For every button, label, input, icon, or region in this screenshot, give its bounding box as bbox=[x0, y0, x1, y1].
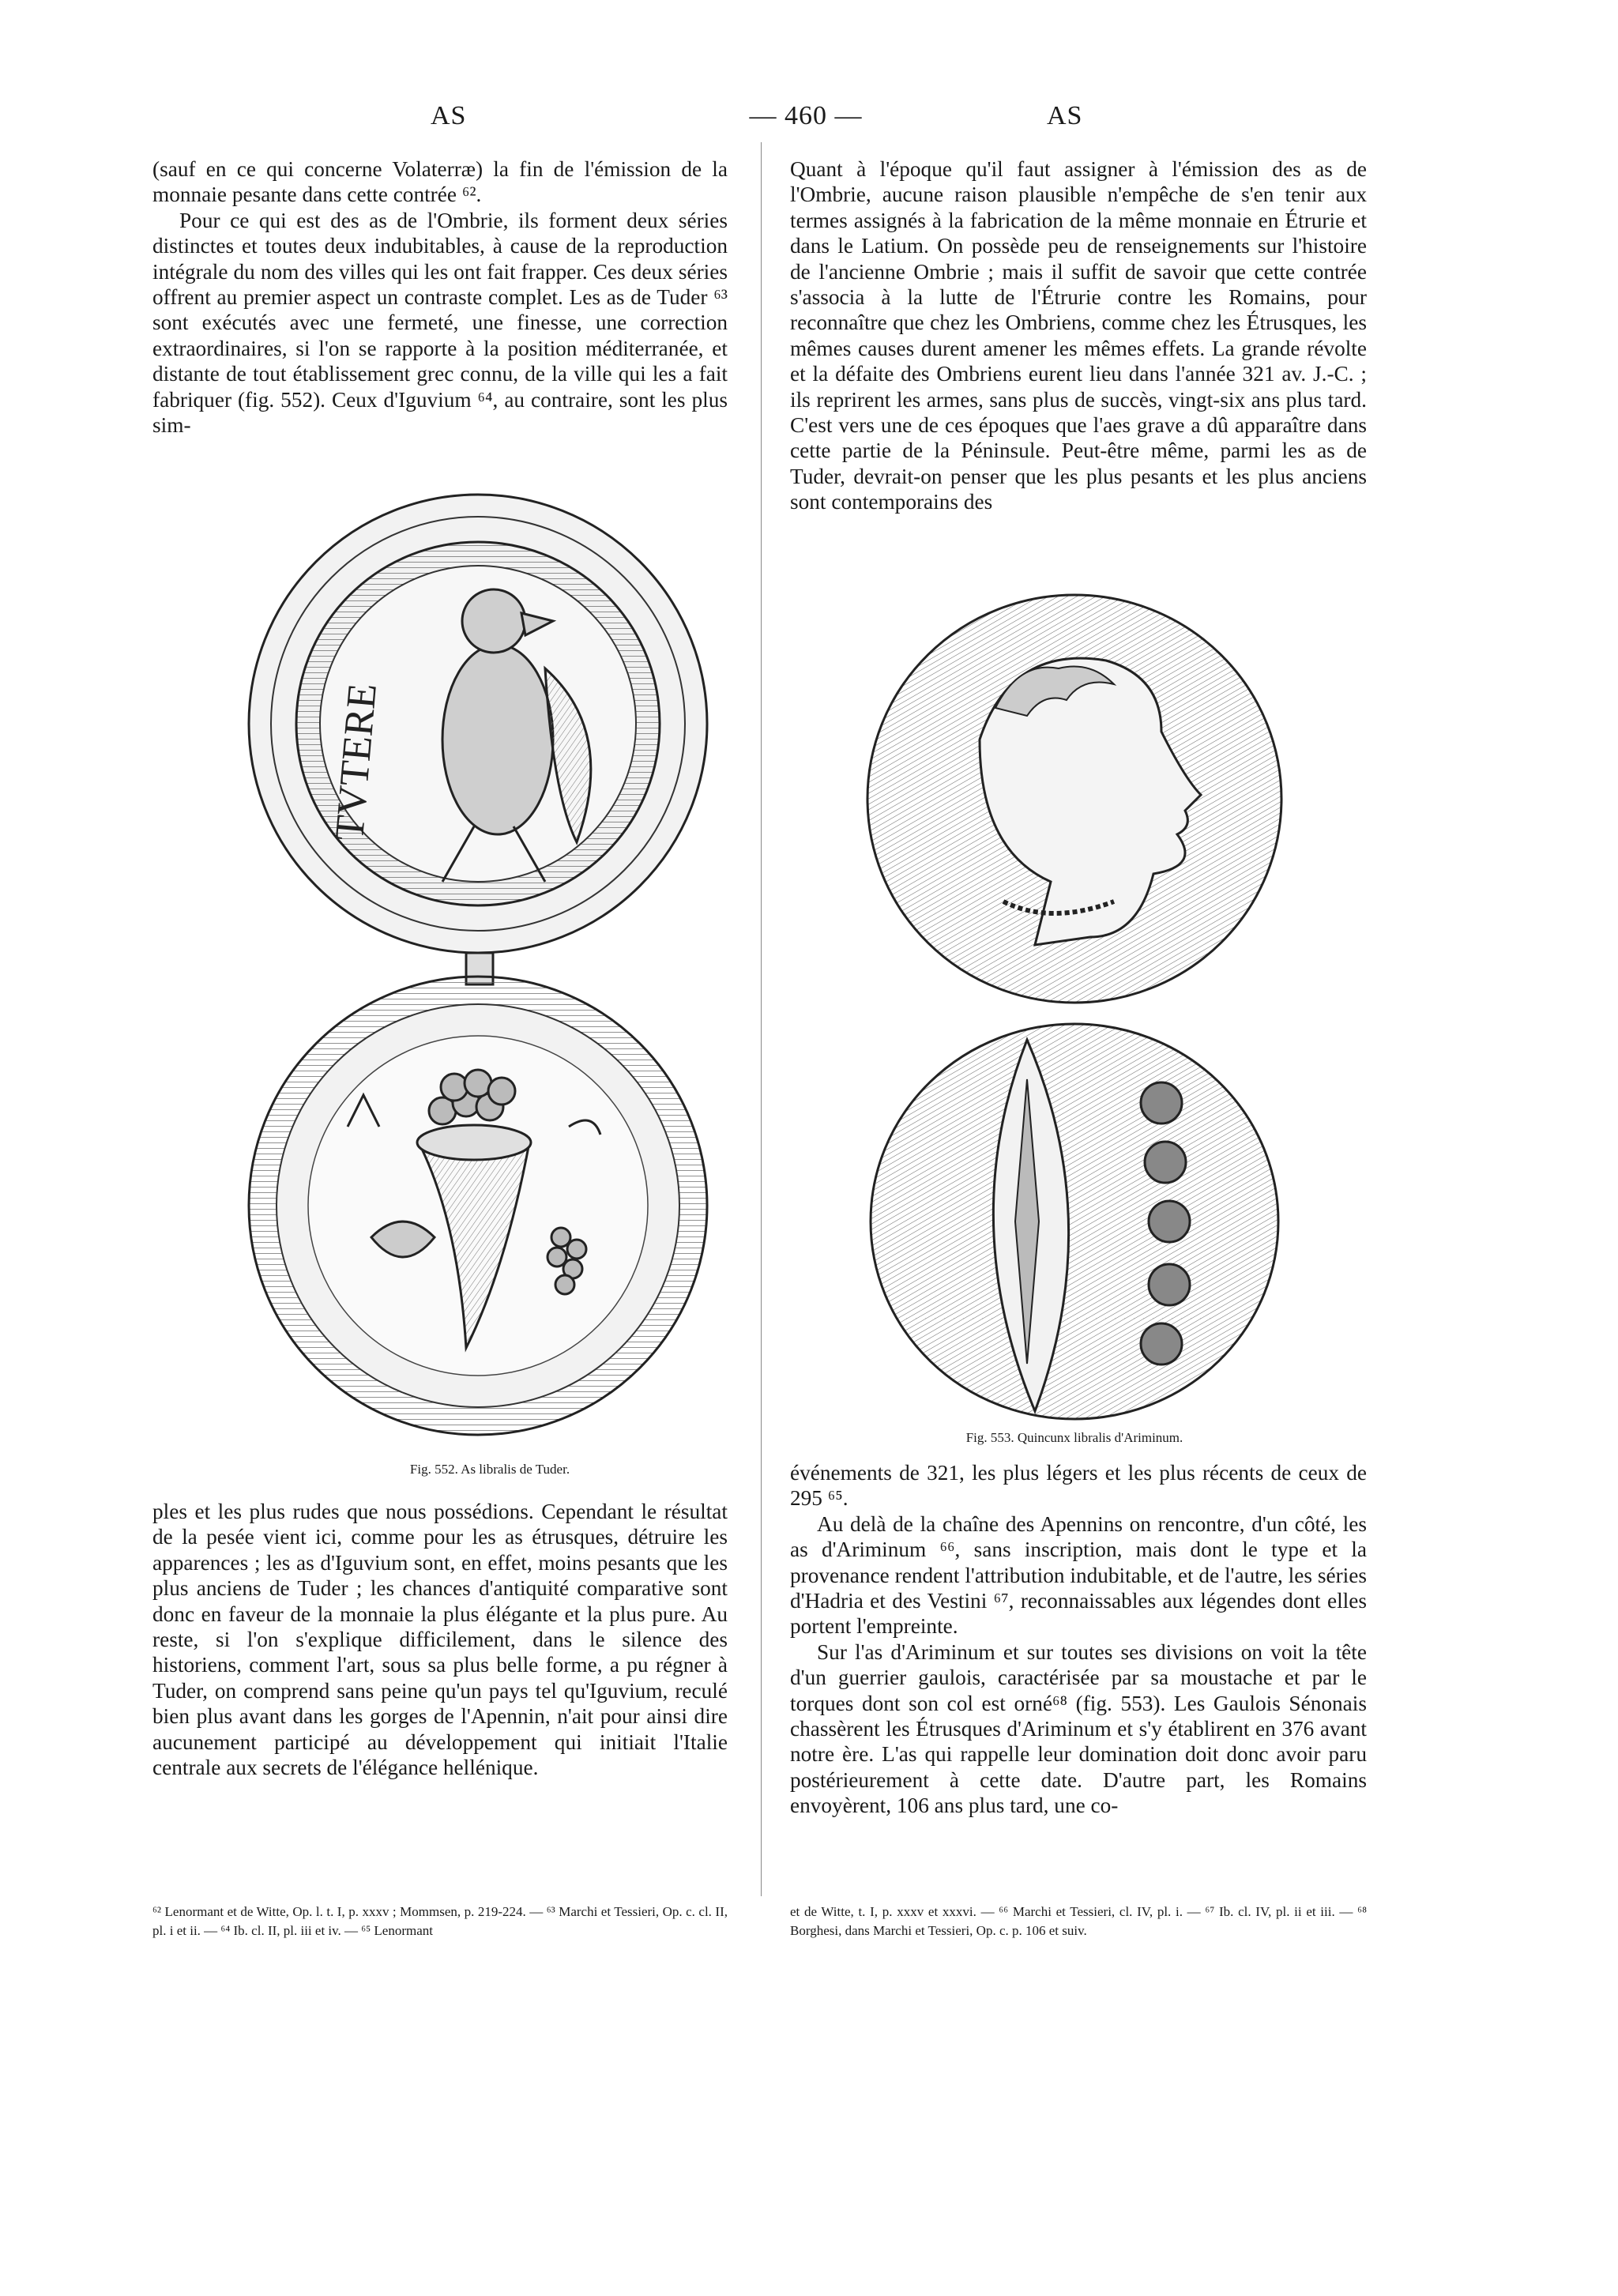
left-column-top bbox=[152, 156, 728, 438]
footnotes-right bbox=[790, 1903, 1367, 1940]
paragraph: ples et les plus rudes que nous possédions. Cependant le résultat de la pesée vient ici, comme pour les as étrusques, détruire les apparences ; les as d'Iguvium sont, en effet, moins pesants que les plus anciens de Tuder ; les chances d'antiquité comparative sont donc en faveur de la monnaie la plus élégante et la plus pure. Au reste, si l'on s'explique difficilement, dans le silence des historiens, comment l'art, sous sa plus belle forme, a pu régner à Tuder, on comprend sans peine qu'un pays tel qu'Iguvium, reculé bien plus avant dans les gorges de l'Apennin, n'ait pour ainsi dire aucunement participé au développement qui initiait l'Italie centrale aux secrets de l'élégance hellénique. bbox=[152, 1500, 728, 1780]
figure-553-caption: Fig. 553. Quincunx libralis d'Ariminum. bbox=[965, 1430, 1183, 1445]
running-head-right: AS bbox=[1047, 101, 1083, 130]
footnote-text: et de Witte, t. I, p. xxxv et xxxvi. — ⁶⁶ Marchi et Tessieri, cl. IV, pl. i. — ⁶⁷ Ib. cl. IV, pl. ii et iii. — ⁶⁸ Borghesi, dans Marchi et Tessieri, Op. c. p. 106 et suiv. bbox=[790, 1904, 1367, 1938]
obverse-coin bbox=[249, 495, 707, 953]
paragraph: Au delà de la chaîne des Apennins on rencontre, d'un côté, les as d'Ariminum ⁶⁶, sans inscription, mais dont le type et la provenance rendent l'attribution indubitable, et de l'autre, les séries d'Hadria et des Vestini ⁶⁷, reconnaissables aux légendes dont elles portent l'empreinte. bbox=[790, 1511, 1367, 1639]
paragraph: Quant à l'époque qu'il faut assigner à l'émission des as de l'Ombrie, aucune raison plausible n'empêche de s'en tenir aux termes assignés à la fabrication de la même monnaie en Étrurie et dans le Latium. On possède peu de renseignements sur l'histoire de l'ancienne Ombrie ; mais il suffit de savoir que cette contrée s'associa à la lutte de l'Étrurie contre les Romains, pour reconnaître que chez les Ombriens, comme chez les Étrusques, les mêmes causes durent amener les mêmes effets. La grande révolte et la défaite des Ombriens eurent lieu dans l'année 321 av. J.-C. ; ils reprirent les armes, sans plus de succès, vingt-six ans plus tard. C'est vers une de ces époques que l'aes grave a dû apparaître dans cette partie de la Péninsule. Peut-être même, parmi les as de Tuder, devrait-on penser que les plus pesants et les plus anciens sont contemporains des bbox=[790, 157, 1367, 514]
figure-552-image bbox=[237, 479, 743, 1455]
page-number: — 460 — bbox=[749, 101, 863, 130]
paragraph: Pour ce qui est des as de l'Ombrie, ils forment deux séries distinctes et toutes deux indubitables, à cause de la reproduction intégrale du nom des villes qui les ont fait frapper. Ces deux séries offrent au premier aspect un contraste complet. Les as de Tuder ⁶³ sont exécutés avec une fermeté, une finesse, une correction extraordinaires, si l'on se rapporte à la position méditerranée, et distante de tout établissement grec connu, de la ville qui les a fait fabriquer (fig. 552). Ceux d'Iguvium ⁶⁴, au contraire, sont les plus sim- bbox=[152, 208, 728, 438]
footnote-text: ⁶² Lenormant et de Witte, Op. l. t. I, p. xxxv ; Mommsen, p. 219-224. — ⁶³ Marchi et Tessieri, Op. c. cl. II, pl. i et ii. — ⁶⁴ Ib. cl. II, pl. iii et iv. — ⁶⁵ Lenormant bbox=[152, 1904, 728, 1938]
footnotes-left bbox=[152, 1903, 728, 1940]
reverse-coin bbox=[249, 977, 707, 1435]
as-of-tuder-illustration bbox=[237, 479, 743, 1455]
head-coin bbox=[867, 595, 1281, 1003]
figure-553-image bbox=[861, 589, 1288, 1427]
coin-legend-tutere: TVTERE bbox=[326, 681, 386, 843]
left-column-bottom bbox=[152, 1499, 728, 1780]
shield-coin bbox=[871, 1024, 1278, 1419]
paragraph: événements de 321, les plus légers et les plus récents de ceux de 295 ⁶⁵. bbox=[790, 1461, 1367, 1511]
figure-552-caption: Fig. 552. As libralis de Tuder. bbox=[409, 1462, 570, 1477]
right-column-top bbox=[790, 156, 1367, 515]
paragraph: (sauf en ce qui concerne Volaterræ) la fin de l'émission de la monnaie pesante dans cette contrée ⁶². bbox=[152, 157, 728, 207]
quincunx-of-ariminum-illustration bbox=[861, 589, 1288, 1427]
running-head-left: AS bbox=[431, 101, 467, 130]
paragraph: Sur l'as d'Ariminum et sur toutes ses divisions on voit la tête d'un guerrier gaulois, caractérisée par sa moustache et par le torques dont son col est orné⁶⁸ (fig. 553). Les Gaulois Sénonais chassèrent les Étrusques d'Ariminum et s'y établirent en 376 avant notre ère. L'as qui rappelle leur domination doit donc avoir paru postérieurement à cette date. D'autre part, les Romains envoyèrent, 106 ans plus tard, une co- bbox=[790, 1639, 1367, 1818]
column-divider bbox=[761, 142, 762, 1896]
right-column-bottom bbox=[790, 1460, 1367, 1819]
